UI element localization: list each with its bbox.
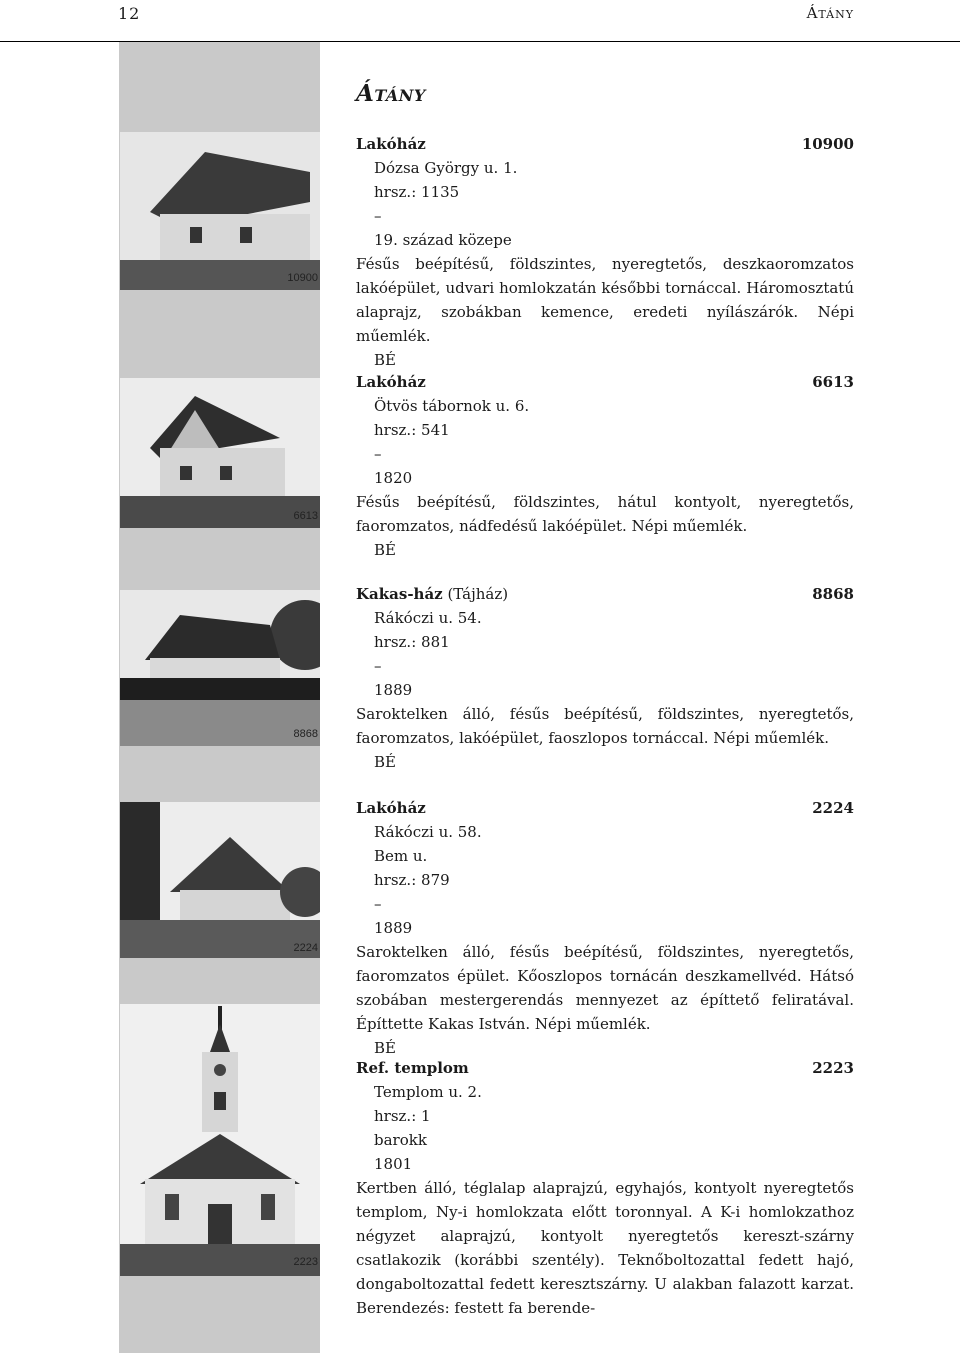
entry-name xyxy=(356,370,426,394)
entry-date: 1889 xyxy=(374,681,413,699)
entry-date: 1820 xyxy=(374,469,413,487)
entry-code: 2223 xyxy=(812,1059,854,1077)
entry-address: Rákóczi u. 54. xyxy=(374,609,482,627)
entry-date: 19. század közepe xyxy=(374,231,512,249)
photo-house-8868 xyxy=(120,590,320,746)
entry-description: Saroktelken álló, fésűs beépítésű, földszintes, nyeregtetős, faoromzatos épület. Kőoszlopos tornácán deszkamellvéd. Hátsó szobában mestergerendás mennyezet az építtető feliratával. Építtette Kakas István. Népi műemlék. xyxy=(356,943,854,1033)
entry-description: Fésűs beépítésű, földszintes, hátul kontyolt, nyeregtetős, faoromzatos, nádfedésű lakóépület. Népi műemlék. xyxy=(356,493,854,535)
entry-name-suffix: (Tájház) xyxy=(442,585,509,603)
photo-house-10900 xyxy=(120,132,320,290)
entry-date: 1889 xyxy=(374,919,413,937)
entry-code: 6613 xyxy=(812,373,854,391)
entry-style: barokk xyxy=(374,1131,427,1149)
entry-description: Fésűs beépítésű, földszintes, nyeregtetős, deszkaoromzatos lakóépület, udvari homlokzatán későbbi tornáccal. Háromosztatú alaprajz, szobákban kemence, eredeti nyílászárók. Népi műemlék. xyxy=(356,255,854,345)
entry-hrsz: hrsz.: 1 xyxy=(374,1107,431,1125)
photo-caption: 10900 xyxy=(287,272,318,284)
entry-address: Dózsa György u. 1. xyxy=(374,159,518,177)
photo-caption: 2224 xyxy=(293,942,318,954)
entry-style: – xyxy=(374,207,382,225)
entry-tag: BÉ xyxy=(374,541,396,559)
monument-entry xyxy=(356,132,854,372)
photo-caption: 6613 xyxy=(293,510,318,522)
entry-description: Saroktelken álló, fésűs beépítésű, földszintes, nyeregtetős, faoromzatos, lakóépület, faoszlopos tornáccal. Népi műemlék. xyxy=(356,705,854,747)
entry-address: Templom u. 2. xyxy=(374,1083,482,1101)
entry-header xyxy=(356,132,854,156)
entry-name-text: Ref. templom xyxy=(356,1059,469,1077)
page-title: Átány xyxy=(356,80,426,107)
entry-tag: BÉ xyxy=(374,753,396,771)
entry-code: 8868 xyxy=(812,585,854,603)
entry-name xyxy=(356,132,426,156)
entry-address: Bem u. xyxy=(374,847,428,865)
photo-caption: 2223 xyxy=(293,1256,318,1268)
entry-address: Ötvös tábornok u. 6. xyxy=(374,397,530,415)
entry-header xyxy=(356,1056,854,1080)
entry-description: Kertben álló, téglalap alaprajzú, egyhajós, kontyolt nyeregtetős templom, Ny-i homlokzata előtt toronnyal. A K-i homlokzathoz négyzet alaprajzú, kontyolt nyeregtetős kereszt-szárny csatlakozik (korábbi szentély). Teknőboltozattal fedett hajó, dongaboltozattal fedett keresztszárny. U alakban falazott karzat. Berendezés: festett fa berende- xyxy=(356,1179,854,1317)
monument-entry xyxy=(356,582,854,774)
entry-code: 10900 xyxy=(801,135,854,153)
entry-name xyxy=(356,796,426,820)
entry-header xyxy=(356,582,854,606)
entry-hrsz: hrsz.: 881 xyxy=(374,633,450,651)
entry-hrsz: hrsz.: 1135 xyxy=(374,183,460,201)
entry-header xyxy=(356,796,854,820)
entry-date: 1801 xyxy=(374,1155,413,1173)
entry-name xyxy=(356,582,508,606)
monument-entry xyxy=(356,1056,854,1320)
entry-style: – xyxy=(374,657,382,675)
entry-header xyxy=(356,370,854,394)
running-title: Átány xyxy=(806,4,854,22)
photo-church-2223 xyxy=(120,1004,320,1276)
monument-entry xyxy=(356,370,854,562)
entry-name-text: Lakóház xyxy=(356,373,426,391)
entry-name-text: Lakóház xyxy=(356,135,426,153)
entry-style: – xyxy=(374,895,382,913)
photo-house-6613 xyxy=(120,378,320,528)
entry-hrsz: hrsz.: 541 xyxy=(374,421,450,439)
entry-name-text: Lakóház xyxy=(356,799,426,817)
entry-tag: BÉ xyxy=(374,1039,396,1057)
page-number: 12 xyxy=(118,4,141,23)
entry-code: 2224 xyxy=(812,799,854,817)
entry-tag: BÉ xyxy=(374,351,396,369)
entry-name xyxy=(356,1056,469,1080)
entry-address: Rákóczi u. 58. xyxy=(374,823,482,841)
photo-caption: 8868 xyxy=(293,728,318,740)
entry-hrsz: hrsz.: 879 xyxy=(374,871,450,889)
entry-name-text: Kakas-ház xyxy=(356,585,443,603)
photo-house-2224 xyxy=(120,802,320,958)
monument-entry xyxy=(356,796,854,1060)
entry-style: – xyxy=(374,445,382,463)
